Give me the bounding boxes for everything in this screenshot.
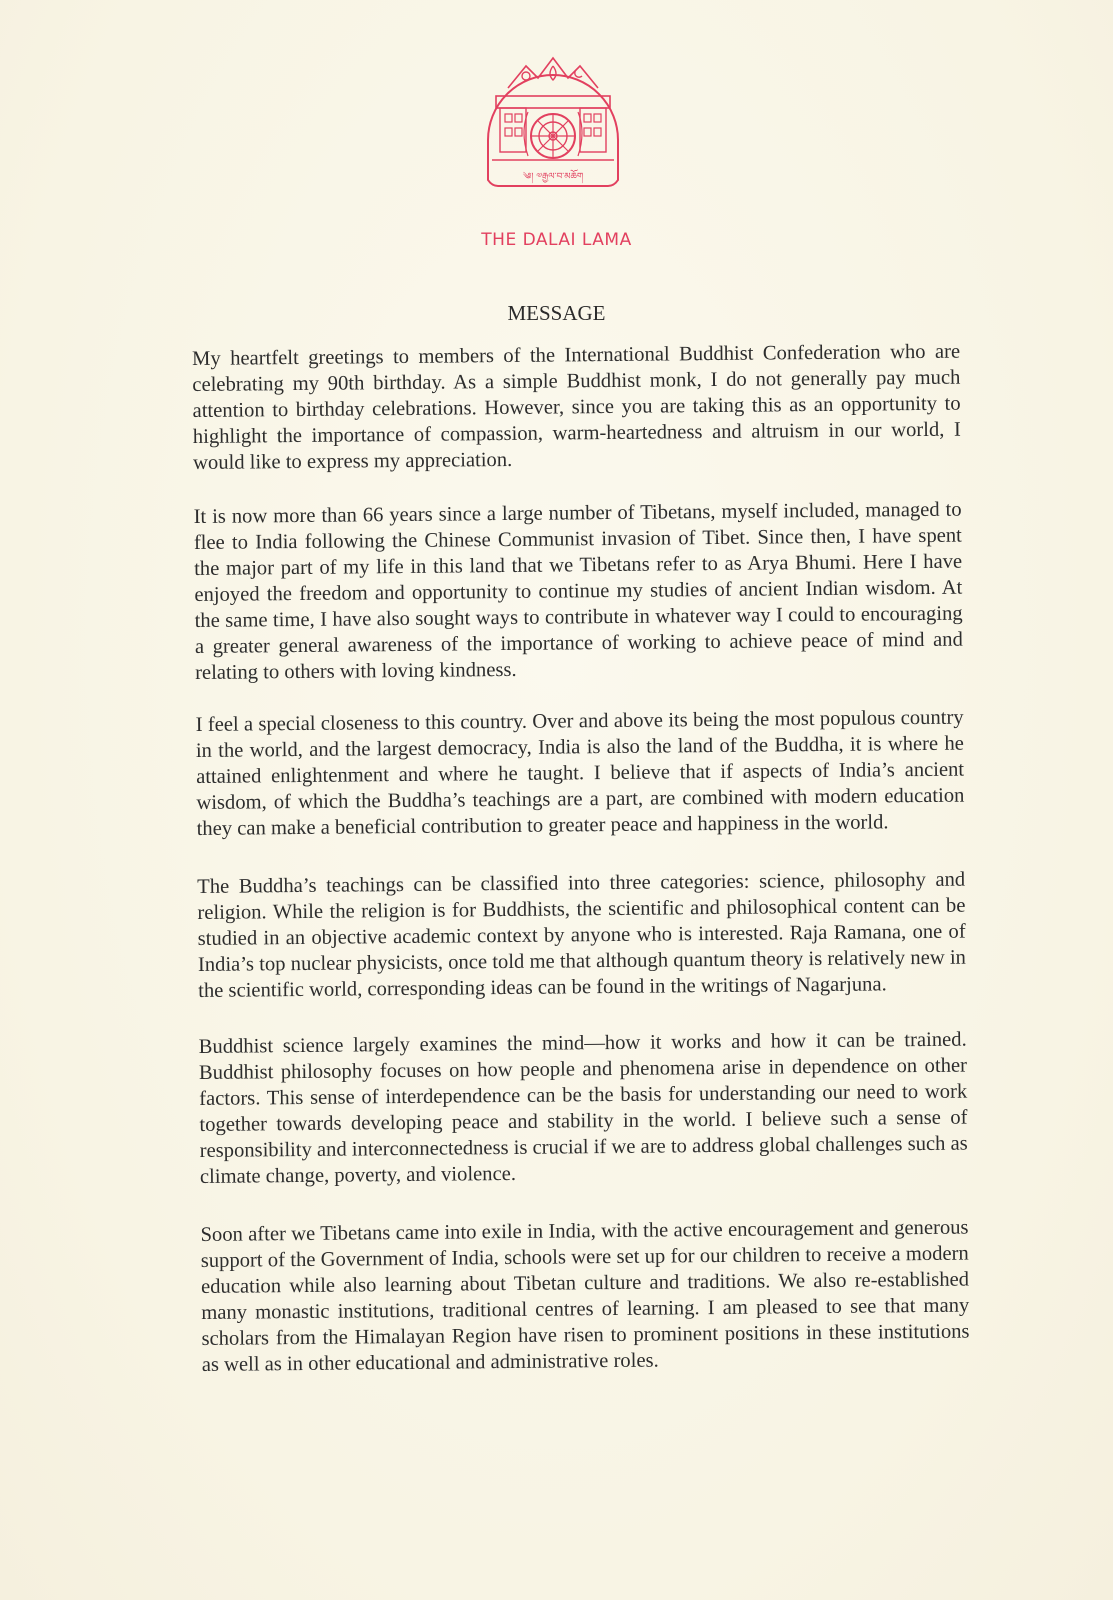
paragraph: I feel a special closeness to this country. Over and above its being the most populous country in the world, and the largest democracy, India is also the land of the Buddha, it is where he attained enlightenment and where he taught. I believe that if aspects of India’s ancient wisdom, of which the Buddha’s teachings are a part, are combined with modern education they can make a beneficial contribution to greater peace and happiness in the world. xyxy=(195,706,965,840)
dalai-lama-seal-icon xyxy=(478,48,628,206)
paragraph: It is now more than 66 years since a large number of Tibetans, myself included, managed to flee to India following the Chinese Communist invasion of Tibet. Since then, I have spent the major part of my life in this land that we Tibetans refer to as Arya Bhumi. Here I have enjoyed the freedom and opportunity to continue my studies of ancient Indian wisdom. At the same time, I have also sought ways to contribute in whatever way I could to encouraging a greater general awareness of the importance of working to achieve peace of mind and relating to others with loving kindness. xyxy=(193,498,963,684)
paragraph: Buddhist science largely examines the mind—how it works and how it can be trained. Buddhist philosophy focuses on how people and phenomena arise in dependence on other factors. This sense of interdependence can be the basis for understanding our need to work together towards developing peace and stability in the world. I believe such a sense of responsibility and interconnectedness is crucial if we are to address global challenges such as climate change, poverty, and violence. xyxy=(198,1028,968,1188)
issuer-name: THE DALAI LAMA xyxy=(481,230,632,250)
page-title: MESSAGE xyxy=(507,301,606,325)
emblem-script: ༄། ༧རྒྱལ་བ་མཆོག xyxy=(522,172,584,182)
paragraph: The Buddha’s teachings can be classified into three categories: science, philosophy and religion. While the religion is for Buddhists, the scientific and philosophical content can be studied in an objective academic context by anyone who is interested. Raja Ramana, one of India’s top nuclear physicists, once told me that although quantum theory is relatively new in the scientific world, corresponding ideas can be found in the writings of Nagarjuna. xyxy=(197,868,967,1002)
message-body xyxy=(192,339,970,1378)
paragraph: Soon after we Tibetans came into exile in India, with the active encouragement and generous support of the Government of India, schools were set up for our children to receive a modern education while also learning about Tibetan culture and traditions. We also re-established many monastic institutions, traditional centres of learning. I am pleased to see that many scholars from the Himalayan Region have risen to prominent positions in these institutions as well as in other educational and administrative roles. xyxy=(200,1216,970,1376)
paragraph: My heartfelt greetings to members of the International Buddhist Confederation who are celebrating my 90th birthday. As a simple Buddhist monk, I do not generally pay much attention to birthday celebrations. However, since you are taking this as an opportunity to highlight the importance of compassion, warm-heartedness and altruism in our world, I would like to express my appreciation. xyxy=(192,340,961,474)
